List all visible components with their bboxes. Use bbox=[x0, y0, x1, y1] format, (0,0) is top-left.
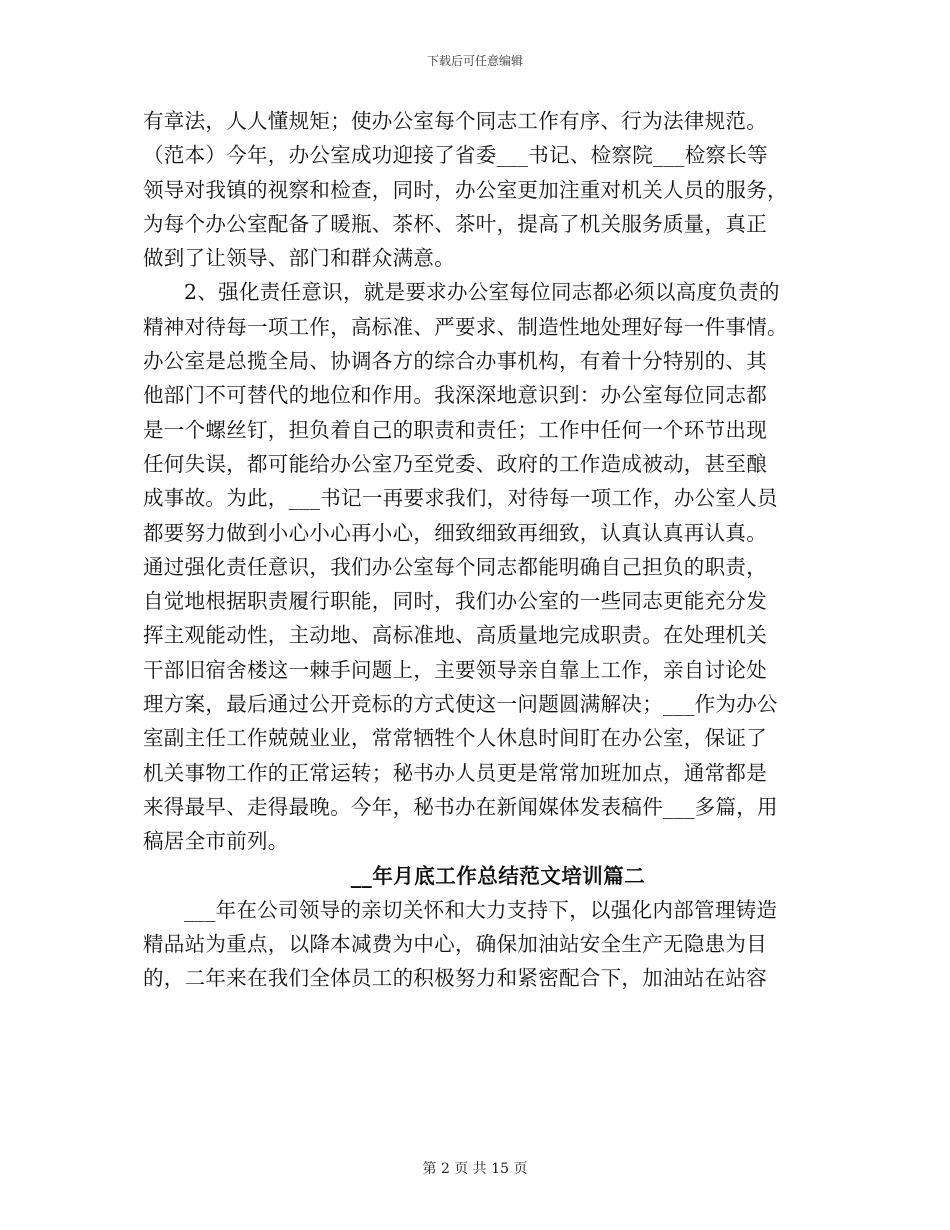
text-line: 成事故。为此，___书记一再要求我们，对待每一项工作，办公室人员 bbox=[143, 486, 778, 511]
text-line: 自觉地根据职责履行职能，同时，我们办公室的一些同志更能充分发 bbox=[143, 589, 767, 614]
text-line: 通过强化责任意识，我们办公室每个同志都能明确自己担负的职责， bbox=[143, 554, 767, 579]
page-header: 下载后可任意编辑 bbox=[426, 54, 523, 68]
text-line: 精神对待每一项工作，高标准、严要求、制造性地处理好每一件事情。 bbox=[143, 314, 788, 339]
text-line: 精品站为重点，以降本减费为中心，确保加油站安全生产无隐患为目 bbox=[143, 932, 767, 957]
text-line: ___年在公司领导的亲切关怀和大力支持下，以强化内部管理铸造 bbox=[184, 897, 778, 922]
section-title: __年月底工作总结范文培训篇二 bbox=[350, 863, 646, 888]
text-line: 做到了让领导、部门和群众满意。 bbox=[143, 246, 455, 271]
text-line: 2、强化责任意识，就是要求办公室每位同志都必须以高度负责的 bbox=[184, 280, 780, 305]
text-line: 领导对我镇的视察和检查，同时，办公室更加注重对机关人员的服务， bbox=[143, 177, 788, 202]
text-line: 干部旧宿舍楼这一棘手问题上，主要领导亲自靠上工作，亲自讨论处 bbox=[143, 657, 767, 682]
text-line: 理方案，最后通过公开竞标的方式使这一问题圆满解决；___作为办公 bbox=[143, 692, 778, 717]
text-line: 是一个螺丝钉，担负着自己的职责和责任；工作中任何一个环节出现 bbox=[143, 417, 767, 442]
document-body bbox=[143, 104, 823, 996]
paragraph-2 bbox=[143, 275, 823, 858]
text-line: 挥主观能动性，主动地、高标准地、高质量地完成职责。在处理机关 bbox=[143, 623, 767, 648]
paragraph-1 bbox=[143, 104, 823, 275]
page-number: 第 2 页 共 15 页 bbox=[422, 1161, 528, 1177]
text-line: 有章法，人人懂规矩；使办公室每个同志工作有序、行为法律规范。 bbox=[143, 109, 767, 133]
text-line: 来得最早、走得最晚。今年，秘书办在新闻媒体发表稿件___多篇，用 bbox=[143, 794, 778, 819]
text-line: 室副主任工作兢兢业业，常常牺牲个人休息时间盯在办公室，保证了 bbox=[143, 726, 767, 751]
text-line: 的，二年来在我们全体员工的积极努力和紧密配合下，加油站在站容 bbox=[143, 966, 767, 991]
text-line: 为每个办公室配备了暖瓶、茶杯、茶叶，提高了机关服务质量，真正 bbox=[143, 211, 767, 236]
paragraph-3 bbox=[143, 893, 823, 996]
text-line: （范本）今年，办公室成功迎接了省委___书记、检察院___检察长等 bbox=[143, 143, 768, 168]
text-line: 稿居全市前列。 bbox=[143, 829, 289, 854]
text-line: 任何失误，都可能给办公室乃至党委、政府的工作造成被动，甚至酿 bbox=[143, 451, 767, 476]
text-line: 机关事物工作的正常运转；秘书办人员更是常常加班加点，通常都是 bbox=[143, 760, 767, 785]
text-line: 他部门不可替代的地位和作用。我深深地意识到：办公室每位同志都 bbox=[143, 383, 767, 408]
text-line: 办公室是总揽全局、协调各方的综合办事机构，有着十分特别的、其 bbox=[143, 349, 767, 374]
text-line: 都要努力做到小心小心再小心，细致细致再细致，认真认真再认真。 bbox=[143, 520, 767, 545]
